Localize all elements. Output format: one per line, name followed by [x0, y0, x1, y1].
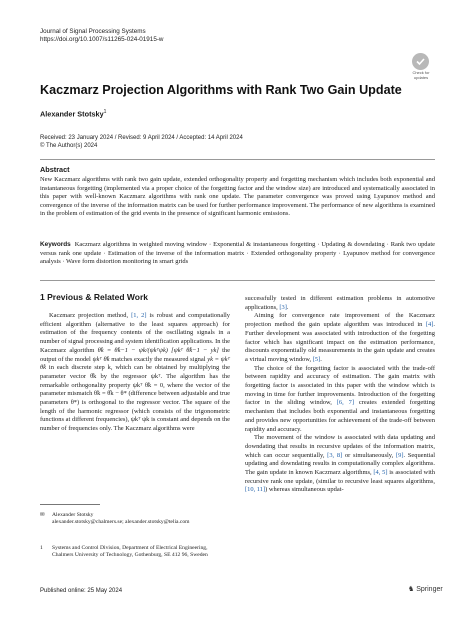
received-revised-accepted: Received: 23 January 2024 / Revised: 9 April 2024 / Accepted: 14 April 2024 — [40, 135, 243, 141]
citation-link[interactable]: [4] — [425, 321, 434, 329]
equation: yk = ψkᵀ θ̂k — [40, 355, 230, 372]
paragraph — [245, 434, 435, 495]
divider-bottom — [40, 280, 435, 281]
crossmark-label-line2: updates — [413, 74, 429, 80]
journal-header — [40, 28, 163, 44]
footnote-contact — [40, 512, 230, 527]
publisher-name: Springer — [416, 586, 443, 593]
text: . Further development was associated with introduction of the forgetting factor which has significant impact on the estimation performance, discounts exponentially old measurements in the gain update and creates a virtual moving window, — [245, 321, 435, 363]
footnote-affiliation — [40, 545, 230, 560]
contact-name: Alexander Stotsky — [52, 512, 94, 518]
publication-dates — [40, 134, 243, 151]
crossmark-label-line1: Check for — [412, 70, 430, 75]
citation-link[interactable]: [1, 2] — [131, 312, 147, 319]
author-line — [40, 109, 106, 118]
crossmark-label — [406, 71, 436, 80]
text: is robust and computationally efficient algorithm (alternative to the least squares approach) for estimation of the frequency contents of the oscillating signals in a number of signal processing and system identification applications. In the Kaczmarz algorithm — [40, 312, 230, 354]
equation: θ̂k = θ̂k−1 − ψk/(ψkᵀψk) [ψkᵀ θ̂k−1 − yk] — [97, 346, 219, 354]
affiliation-mark: 1 — [40, 545, 43, 551]
section-heading: 1 Previous & Related Work — [40, 292, 149, 302]
keywords-label: Keywords — [40, 241, 71, 248]
paragraph — [40, 312, 230, 434]
paragraph — [245, 365, 435, 435]
citation-link[interactable]: [3] — [279, 303, 287, 311]
text: the output of the model — [40, 346, 230, 363]
text: is associated with recursive rank one update, (similar to recursive least squares algorithms, — [245, 469, 435, 485]
text: ) whereas simultaneous updat- — [265, 486, 344, 494]
text: creates extended forgetting mechanism that includes both exponential and instantaneous forgetting and provides new opportunities for achievement of the trade-off between rapidity and accuracy. — [245, 399, 436, 433]
footnote-divider — [40, 504, 100, 505]
author-name[interactable]: Alexander Stotsky — [40, 109, 104, 119]
equation: ψkᵀ θ̂k — [92, 355, 110, 363]
text: . Sequential updating and downdating results in computationally complex algorithms. The gain update in known Kaczmarz algorithms, — [245, 451, 435, 477]
text: in each discrete step k, which can be obtained by multiplying the parameter vector θ̂k by the regressor ψkᵀ. The algorithm has the remarkable orthogonality property ψkᵀ θ̃k = 0, where the vector of the parameter mismatch θ̃k = θ̂k − θ* (difference between adjustable and true parameters θ*) is orthogonal to the regressor vector. The square of the length of the harmonic regressor (which consists of the trigonometric functions at different frequencies), ψkᵀ ψk is constant and depends on the number of frequencies only. The Kaczmarz algorithms were — [40, 364, 230, 433]
left-column — [40, 312, 230, 434]
publisher-logo — [408, 585, 443, 593]
text: Kaczmarz projection method, — [49, 312, 132, 319]
text: The movement of the window is associated with data updating and downdating that results in recursive updates of the information matrix, which can occur sequentially, — [245, 434, 435, 459]
copyright: © The Author(s) 2024 — [40, 143, 98, 150]
paragraph — [245, 312, 435, 364]
paper-title: Kaczmarz Projection Algorithms with Rank Two Gain Update — [40, 83, 402, 97]
journal-name: Journal of Signal Processing Systems — [40, 28, 146, 35]
citation-link[interactable]: [4, 5] — [373, 469, 388, 477]
abstract-text: New Kaczmarz algorithms with rank two gain update, extended orthogonality property and forgetting mechanism which includes both exponential and instantaneous forgetting (implemented via a proper choice of the forgetting factor and the window size) are introduced and systematically associated in this paper with well-known Kaczmarz algorithms with rank one update. The parameter convergence was proved using Lyapunov method and convergence of the inverse of the information matrix can be used for further performance improvement. The performance of new algorithms is examined in the problem of estimation of the grid events in the presence of significant harmonic emissions. — [40, 176, 435, 218]
text: The choice of the forgetting factor is associated with the trade-off between rapidity and accuracy of estimation. The gain matrix with forgetting factor is associated in this paper with the window which is moving in time for further improvements. Introduction of the forgetting factor in the sliding window, — [245, 364, 435, 407]
abstract-heading: Abstract — [40, 165, 70, 174]
text: or simultaneously, — [342, 451, 396, 459]
citation-link[interactable]: [5] — [312, 355, 321, 363]
divider-top — [40, 159, 435, 160]
affiliation-text: Systems and Control Division, Department of Electrical Engineering, Chalmers University of Technology, Gothenburg, SE 412 96, Sweden — [52, 545, 208, 559]
paragraph — [245, 295, 435, 312]
text: successfully tested in different estimation problems in automotive applications, — [245, 295, 435, 311]
citation-link[interactable]: [3, 8] — [327, 451, 343, 459]
published-online: Published online: 25 May 2024 — [40, 588, 123, 594]
springer-horse-icon: ♞ — [408, 586, 415, 593]
text: . — [286, 303, 289, 311]
doi-link[interactable]: https://doi.org/10.1007/s11265-024-01915-w — [40, 36, 164, 44]
crossmark-icon — [412, 53, 429, 70]
citation-link[interactable]: [6, 7] — [336, 399, 354, 407]
keywords — [40, 241, 435, 267]
citation-link[interactable]: [10, 11] — [245, 486, 266, 494]
text: Aiming for convergence rate improvement of the Kaczmarz projection method the gain update algorithm was introduced in — [245, 312, 435, 329]
citation-link[interactable]: [9] — [395, 451, 404, 459]
keywords-text: Kaczmarz algorithms in weighted moving window · Exponential & instantaneous forgetting · Updating & downdating · Rank two update versus rank one update · Estimation of the inverse of the information matrix · Extended orthogonality property · Lyapunov method for convergence analysis · Wave form distortion monitoring in smart grids — [40, 241, 436, 266]
check-for-updates-badge[interactable] — [406, 53, 436, 83]
contact-email[interactable]: alexander.stotsky@chalmers.se; alexander.stotsky@telia.com — [52, 519, 190, 526]
text: matches exactly the measured signal — [109, 355, 208, 363]
text: . — [320, 355, 322, 363]
envelope-icon: ✉ — [40, 512, 45, 518]
right-column — [245, 295, 435, 495]
author-affiliation-mark: 1 — [103, 109, 107, 115]
